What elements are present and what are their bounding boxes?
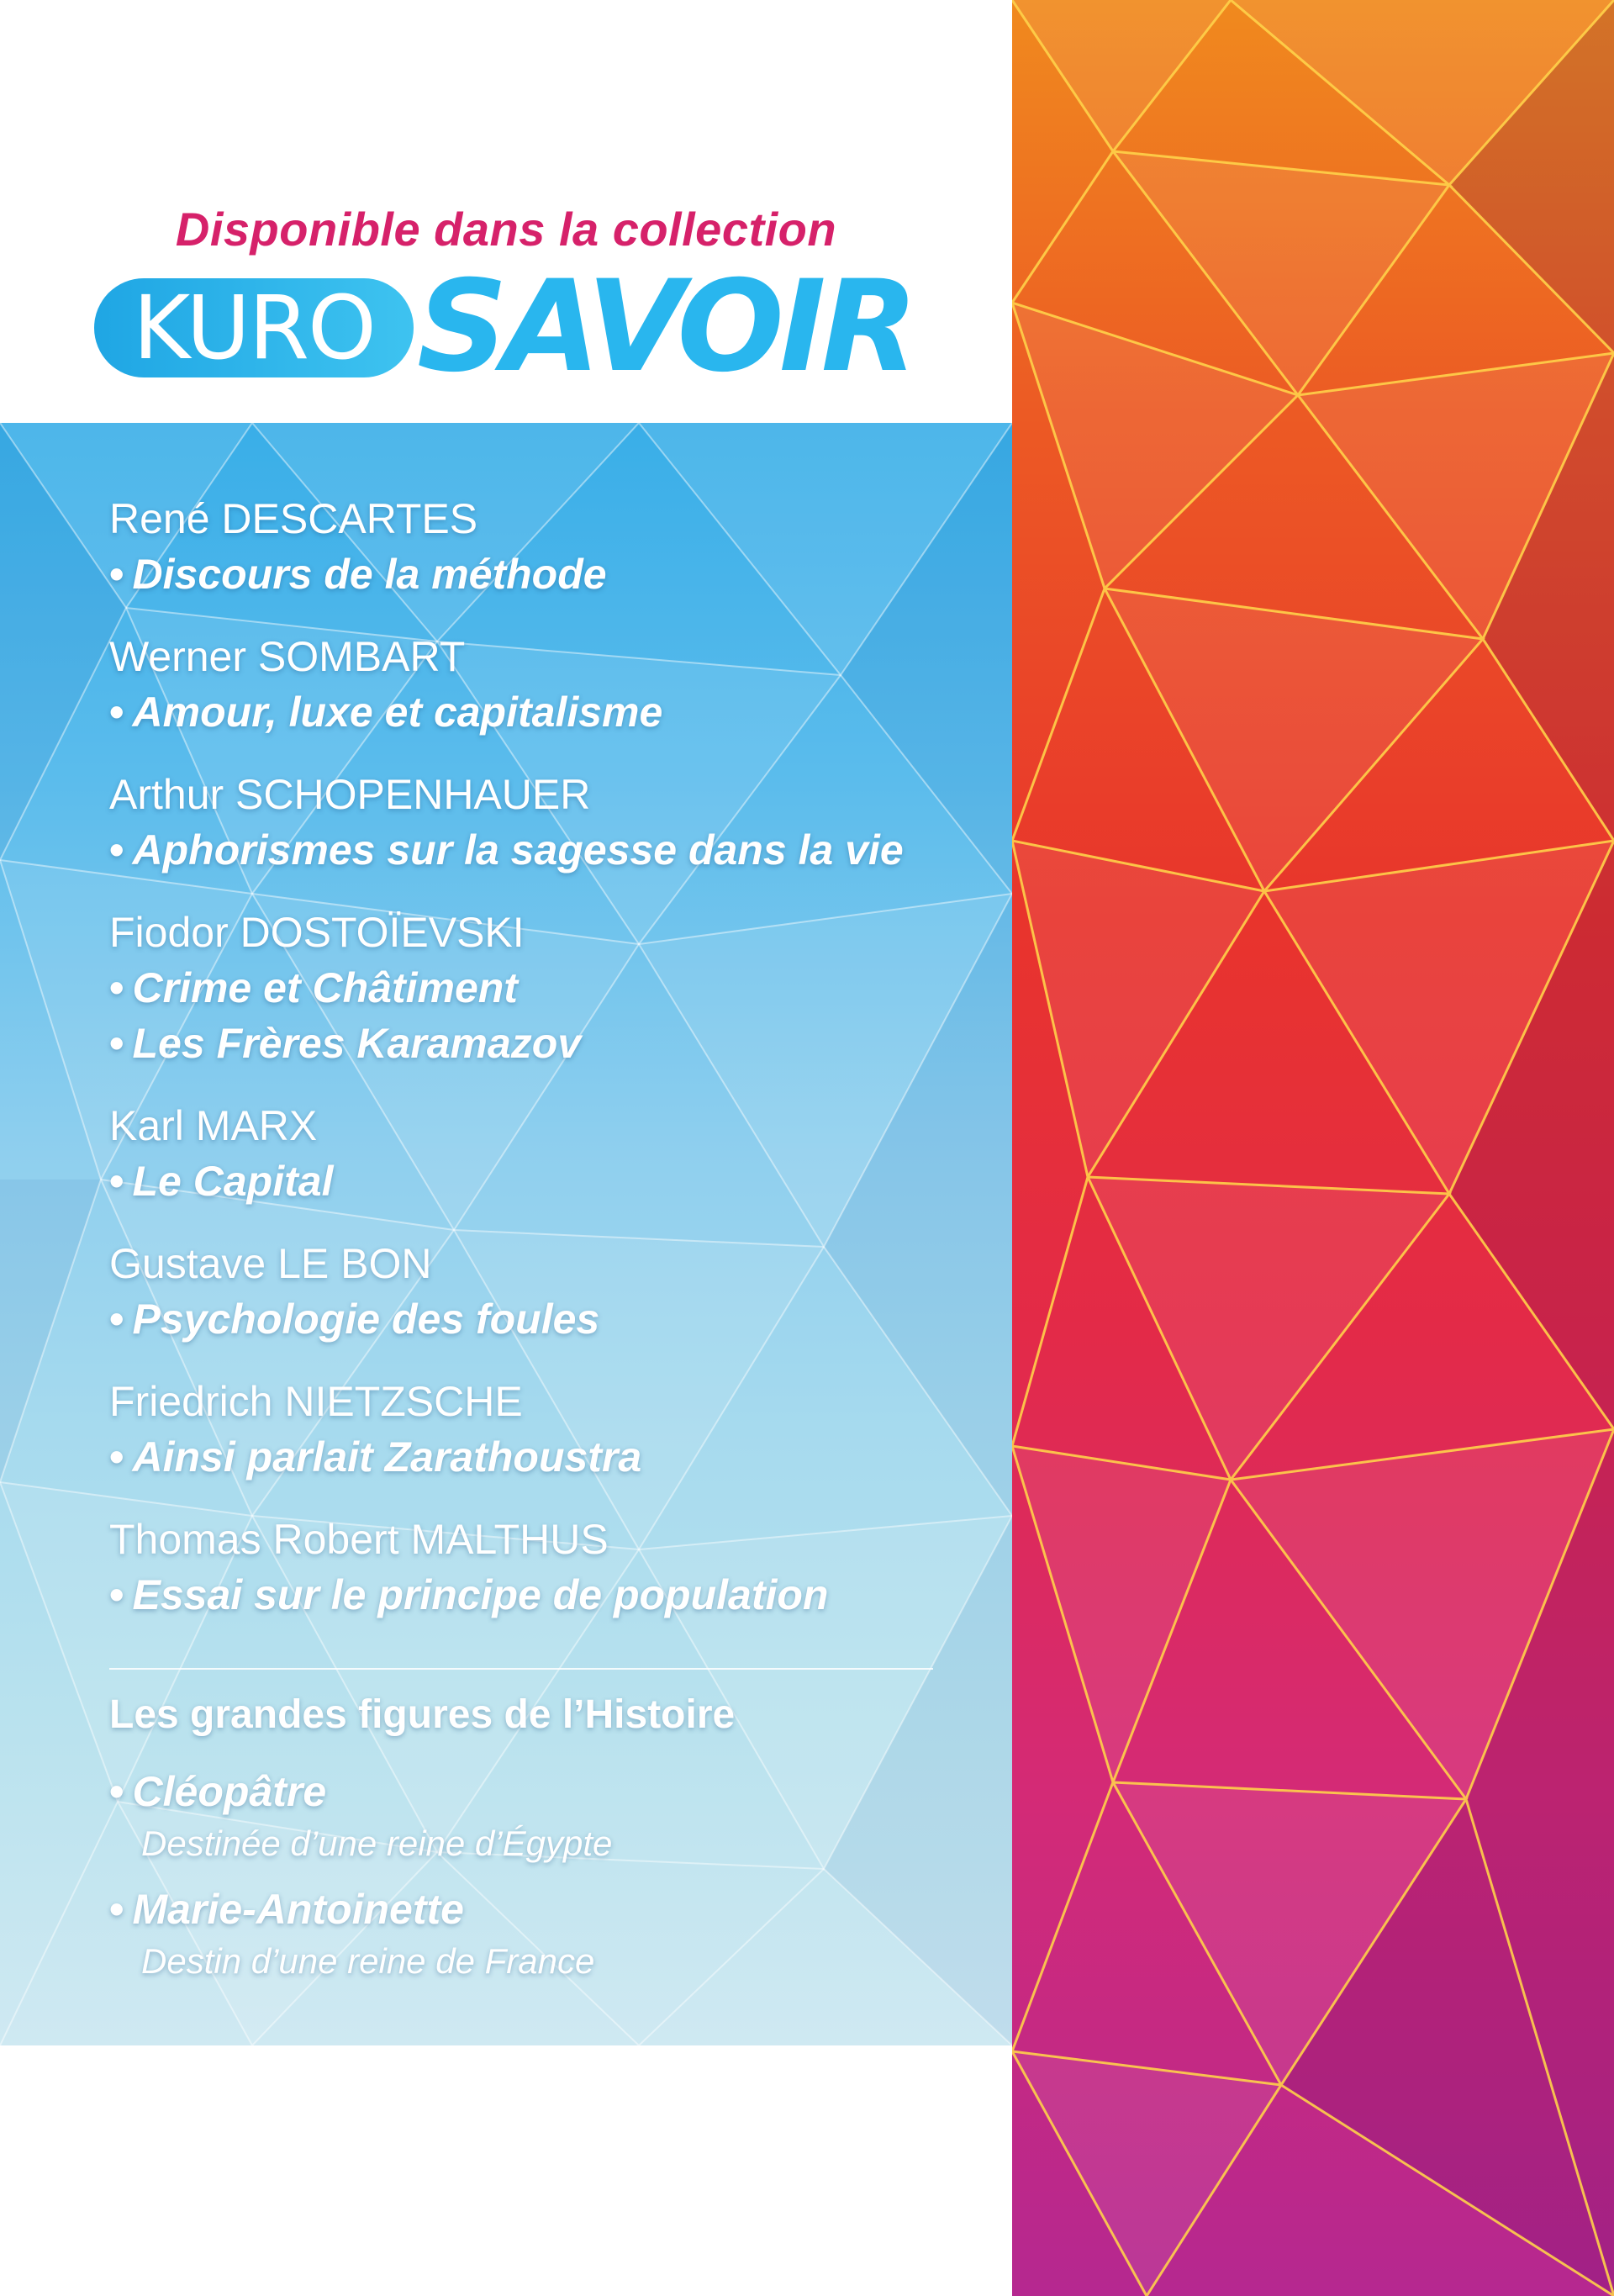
author-name: Werner SOMBART — [109, 633, 466, 680]
catalog-entry-malthus — [109, 1512, 828, 1623]
work-title: • Aphorismes sur la sagesse dans la vie — [109, 826, 904, 874]
author-name: Friedrich NIETZSCHE — [109, 1378, 523, 1425]
work-title: • Crime et Châtiment — [109, 964, 518, 1011]
catalog-entry-sombart — [109, 629, 662, 740]
history-name: • Marie-Antoinette — [109, 1886, 464, 1933]
catalog-entry-marx — [109, 1098, 333, 1209]
catalog-entry-dostoievski — [109, 905, 581, 1071]
kurosavoir-logo — [94, 254, 918, 400]
work-title: • Amour, luxe et capitalisme — [109, 689, 663, 736]
author-name: Gustave LE BON — [109, 1240, 432, 1287]
history-subtitle: Destinée d’une reine d’Égypte — [141, 1824, 613, 1863]
work-title: • Les Frères Karamazov — [109, 1020, 582, 1067]
work-title: • Essai sur le principe de population — [109, 1571, 829, 1618]
author-name: Arthur SCHOPENHAUER — [109, 771, 591, 818]
section-divider — [109, 1668, 933, 1670]
work-title: • Discours de la méthode — [109, 551, 607, 598]
decorative-polygon-strip — [1012, 0, 1614, 2296]
logo-savoir-text: SAVOIR — [417, 254, 914, 400]
history-section-title: Les grandes figures de l’Histoire — [109, 1692, 736, 1737]
work-title: • Psychologie des foules — [109, 1296, 600, 1343]
work-title: • Le Capital — [109, 1158, 334, 1205]
logo-kuro-text: KURO — [133, 277, 375, 379]
author-name: Fiodor DOSTOÏEVSKI — [109, 909, 525, 956]
catalog-entry-descartes — [109, 491, 607, 602]
author-name: Karl MARX — [109, 1102, 318, 1149]
catalog-entry-schopenhauer — [109, 767, 904, 878]
history-name: • Cléopâtre — [109, 1768, 327, 1815]
collection-tagline: Disponible dans la collection — [175, 203, 837, 256]
history-subtitle: Destin d’une reine de France — [141, 1941, 595, 1981]
author-name: Thomas Robert MALTHUS — [109, 1516, 609, 1563]
history-entry-marie-antoinette — [109, 1882, 594, 1986]
work-title: • Ainsi parlait Zarathoustra — [109, 1433, 642, 1481]
history-entry-cleopatre — [109, 1764, 612, 1868]
catalog-entry-nietzsche — [109, 1374, 641, 1485]
author-name: René DESCARTES — [109, 495, 478, 542]
catalog-entry-le-bon — [109, 1236, 599, 1347]
